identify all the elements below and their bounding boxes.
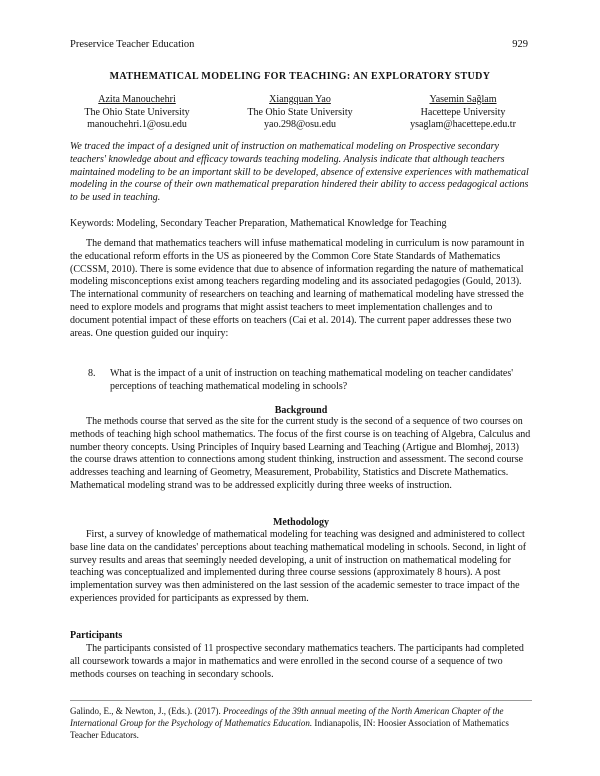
citation-publisher: Indianapolis, IN: Hoosier Association of Mathematics Teacher Educators. bbox=[70, 718, 509, 740]
footer-divider bbox=[70, 700, 532, 701]
author-block bbox=[62, 94, 538, 132]
author-3 bbox=[388, 94, 538, 132]
author-name: Xiangquan Yao bbox=[269, 94, 331, 105]
methodology-heading: Methodology bbox=[272, 517, 330, 528]
author-name: Yasemin Sağlam bbox=[429, 94, 497, 105]
question-text: What is the impact of a unit of instruction on teaching mathematical modeling on teacher candidates' perceptions of teaching mathematical modeling in schools? bbox=[110, 368, 514, 392]
methodology-paragraph: First, a survey of knowledge of mathematical modeling for teaching was designed and administered to collect base line data on the candidates' perceptions about teaching mathematical modeling in schools. Second, in light of survey results and areas that seemingly needed developing, a unit of instruction on mathematical modeling for teaching was conceptualized and implemented during three course sessions (approximately 8 hours). A post implementation survey was then administered on the last session of the academic semester to trace impact of the experiences provided for participants as expressed by them. bbox=[70, 529, 527, 604]
participants-paragraph: The participants consisted of 11 prospective secondary mathematics teachers. The participants had completed all coursework towards a major in mathematics and were enrolled in the second course of a sequence of two methods courses on teaching in secondary schools. bbox=[70, 643, 524, 680]
footer-citation bbox=[70, 705, 532, 741]
participants-heading: Participants bbox=[70, 630, 123, 641]
author-affiliation: Hacettepe University bbox=[420, 106, 506, 118]
citation-authors: Galindo, E., & Newton, J., (Eds.). (2017). bbox=[70, 706, 221, 716]
intro-paragraph: The demand that mathematics teachers will infuse mathematical modeling in curriculum is now paramount in the educational reform efforts in the US as pioneered by the Common Core State Standards of Mathematics (CCSSM, 2010). There is some evidence that due to absence of information regarding the nature of mathematical modeling misconceptions exist among teachers regarding modeling and its associated pedagogies (Gould, 2013). The international community of researchers on teaching and learning of mathematical modeling have stressed the need to explore models and programs that might assist teachers to meet implementation challenges and to document potential impact of these efforts on teachers (Cai et al. 2014). The current paper addresses these two areas. One question guided our inquiry: bbox=[70, 238, 525, 339]
abstract: We traced the impact of a designed unit of instruction on mathematical modeling on Prospective secondary teachers' knowledge about and efficacy towards teaching modeling. Analysis indicate that although teachers maintained modeling to be an important skill to be developed, absence of extensive experiences with mathematical modeling in the course of their own mathematical preparation hindered their ability to access pedagogical actions to be used in teaching. bbox=[70, 141, 529, 204]
author-name: Azita Manouchehri bbox=[98, 94, 176, 105]
research-question bbox=[88, 368, 528, 394]
question-number: 8. bbox=[88, 368, 96, 379]
author-email: yao.298@osu.edu bbox=[264, 119, 336, 130]
author-email: ysaglam@hacettepe.edu.tr bbox=[410, 119, 516, 130]
keywords: Keywords: Modeling, Secondary Teacher Preparation, Mathematical Knowledge for Teaching bbox=[70, 218, 447, 229]
author-2 bbox=[225, 94, 375, 132]
background-heading: Background bbox=[274, 405, 328, 416]
page-number: 929 bbox=[512, 39, 528, 50]
citation-proceedings: Proceedings of the 39th annual meeting of the North American Chapter of the International Group for the Psychology of Mathematics Education. bbox=[70, 706, 504, 728]
background-paragraph: The methods course that served as the site for the current study is the second of a sequence of two courses on methods of teaching high school mathematics. The focus of the first course is on teaching of Algebra, Calculus and number theory concepts. Using Principles of Inquiry based Learning and Teaching (Artigue and Blomhøj, 2013) the course draws attention to connections among student thinking, instruction and assessment. The second course addresses teaching and learning of Geometry, Measurement, Probability, Statistics and Discrete Mathematics. Mathematical modeling strand was to be addressed explicitly during three weeks of instruction. bbox=[70, 416, 531, 491]
running-header bbox=[70, 39, 528, 50]
author-affiliation: The Ohio State University bbox=[247, 106, 353, 118]
author-1 bbox=[62, 94, 212, 132]
paper-title: MATHEMATICAL MODELING FOR TEACHING: AN EXPLORATORY STUDY bbox=[109, 71, 491, 82]
author-email: manouchehri.1@osu.edu bbox=[87, 119, 187, 130]
author-affiliation: The Ohio State University bbox=[84, 106, 190, 118]
running-title: Preservice Teacher Education bbox=[70, 39, 195, 50]
